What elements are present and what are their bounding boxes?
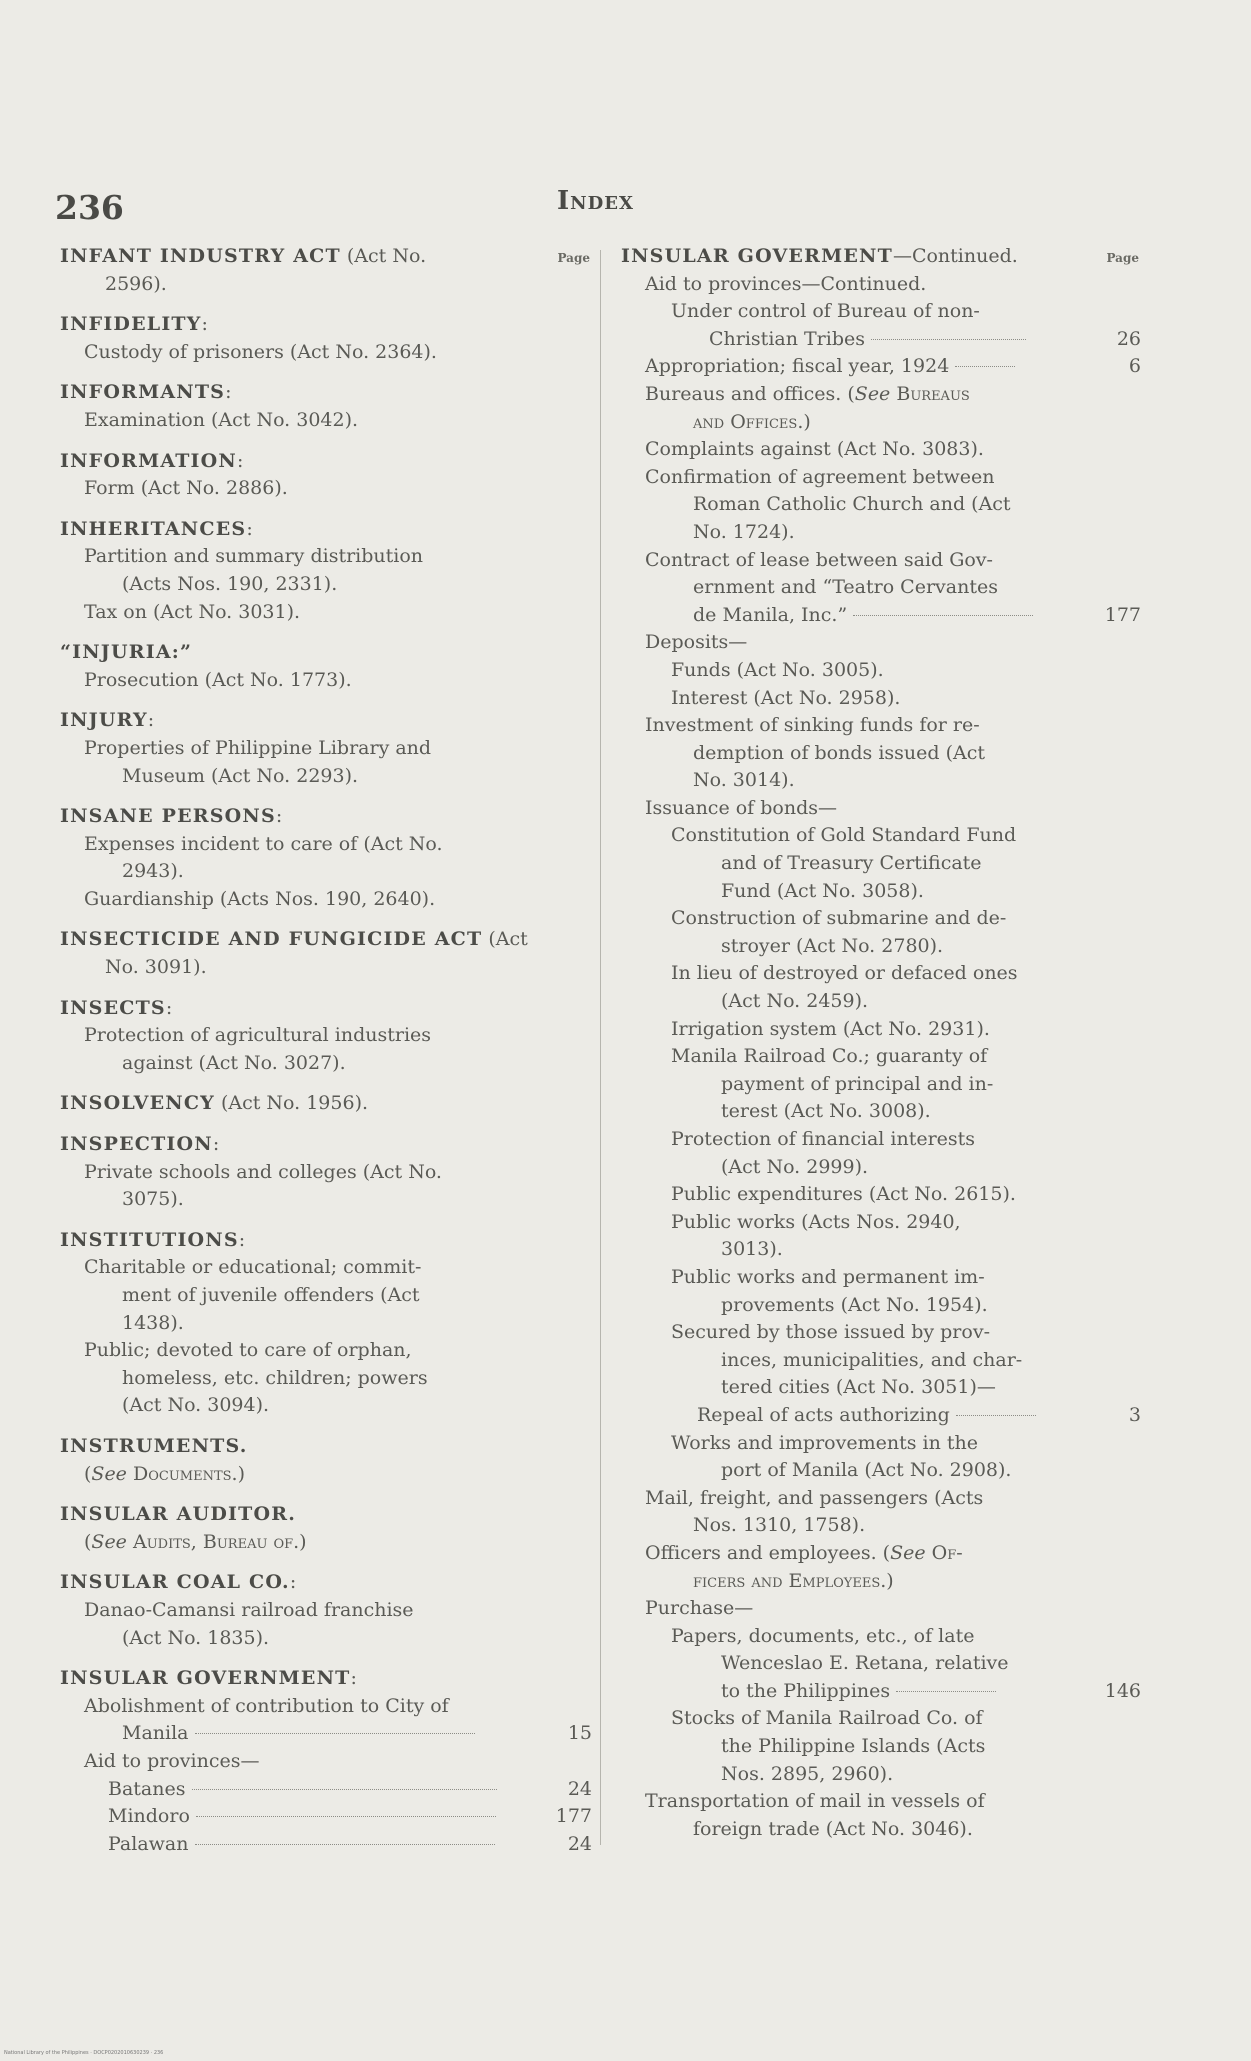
entry-text: No. 3091). — [105, 956, 207, 979]
entry-subline: Abolishment of contribution to City of — [84, 1694, 449, 1717]
entry-subline: Public works and permanent im- — [671, 1265, 985, 1288]
entry-subline: Constitution of Gold Standard Fund — [671, 824, 1017, 847]
entry-subline: (Act No. 3094). — [122, 1394, 270, 1417]
entry-heading-line: INSULAR GOVERMENT—Continued. — [621, 245, 1018, 267]
index-entry — [60, 1433, 592, 1488]
index-entry: INFORMANTS: Examination (Act No. 3042). — [60, 379, 592, 434]
entry-text: 2596). — [105, 272, 167, 295]
entry-subline: against (Act No. 3027). — [122, 1051, 346, 1074]
entry-subline: In lieu of destroyed or defaced ones — [671, 962, 1018, 985]
index-entry — [60, 926, 592, 981]
entry-heading: INSULAR COAL CO. — [60, 1571, 290, 1594]
page-ref: 177 — [1104, 603, 1141, 626]
entry-subline: (Acts Nos. 190, 2331). — [122, 572, 338, 595]
index-entry — [60, 243, 592, 298]
page-label: Page — [1106, 251, 1139, 265]
entry-subline: Examination (Act No. 3042). — [84, 408, 359, 431]
entry-subline: Deposits— — [645, 631, 748, 654]
entry-subline: Aid to provinces—Continued. — [645, 272, 927, 295]
entry-subline: Partition and summary distribution — [84, 545, 424, 568]
entry-subline: stroyer (Act No. 2780). — [721, 934, 944, 957]
entry-subline: Bureaus and offices. (See Bureaus — [645, 382, 970, 405]
entry-heading: INSTITUTIONS — [60, 1228, 239, 1251]
entry-subline: terest (Act No. 3008). — [721, 1100, 931, 1123]
entry-heading: INJURY — [60, 709, 148, 732]
entry-subline: Fund (Act No. 3058). — [721, 879, 924, 902]
entry-subline: the Philippine Islands (Acts — [721, 1735, 986, 1758]
entry-subline: Public expenditures (Act No. 2615). — [671, 1183, 1016, 1206]
entry-subline: Nos. 1310, 1758). — [693, 1514, 866, 1537]
entry-heading: INHERITANCES — [60, 517, 247, 540]
index-entry: INSTITUTIONS: Charitable or educational; commit- ment of juvenile offenders (Act 1438). Public; devoted to care of orphan, homeless, etc. children; powers (Act No. 3094). — [60, 1227, 592, 1420]
entry-subline: Properties of Philippine Library and — [84, 736, 432, 759]
entry-subline: Papers, documents, etc., of late — [671, 1624, 975, 1647]
entry-subline: No. 1724). — [693, 520, 795, 543]
entry-subline: Batanes 24 — [60, 1776, 592, 1804]
entry-heading: INFANT INDUSTRY ACT — [60, 245, 341, 267]
entry-subline: Contract of lease between said Gov- — [645, 548, 993, 571]
page-number: 236 — [55, 188, 124, 227]
column-divider — [600, 250, 601, 1845]
entry-subline: de Manila, Inc.” 177 — [621, 602, 1141, 630]
entry-heading: INFIDELITY — [60, 313, 202, 336]
entry-heading: INSANE PERSONS — [60, 805, 276, 828]
scan-signature: National Library of the Philippines · DOCP0202010630239 · 236 — [4, 2050, 164, 2056]
entry-heading: INSPECTION — [60, 1133, 213, 1156]
entry-subline: Charitable or educational; commit- — [84, 1256, 422, 1279]
page-ref: 26 — [1116, 327, 1141, 350]
entry-text: (Act — [482, 928, 528, 951]
entry-subline: Form (Act No. 2886). — [84, 477, 288, 500]
index-entry: INSULAR GOVERNMENT: Abolishment of contribution to City of Manila 15 Aid to provinces— Batanes 24 Mindoro 177 Palawan 24 — [60, 1665, 592, 1858]
entry-subline: Palawan 24 — [60, 1831, 592, 1859]
entry-heading: INSECTICIDE AND FUNGICIDE ACT — [60, 928, 483, 951]
entry-subline: Complaints against (Act No. 3083). — [645, 438, 984, 461]
entry-subline: payment of principal and in- — [721, 1072, 994, 1095]
entry-subline: 3075). — [122, 1188, 184, 1211]
entry-subline: Repeal of acts authorizing 3 — [621, 1402, 1141, 1430]
entry-subline: (Act No. 2999). — [721, 1155, 869, 1178]
entry-subline: Public works (Acts Nos. 2940, — [671, 1210, 961, 1233]
entry-subline: Issuance of bonds— — [645, 796, 837, 819]
left-column — [60, 243, 592, 1871]
index-entry: INFORMATION: Form (Act No. 2886). — [60, 448, 592, 503]
index-entry: INSPECTION: Private schools and colleges (Act No. 3075). — [60, 1131, 592, 1214]
page-ref: 15 — [567, 1722, 592, 1745]
entry-subline: 1438). — [122, 1311, 184, 1334]
entry-subline: Under control of Bureau of non- — [671, 300, 980, 323]
entry-subline: ment of juvenile offenders (Act — [122, 1284, 420, 1306]
entry-subline: demption of bonds issued (Act — [693, 741, 985, 764]
entry-heading: INFORMANTS — [60, 381, 226, 404]
entry-text: (Act No. — [340, 245, 427, 267]
entry-subline: Danao-Camansi railroad franchise — [84, 1598, 414, 1621]
entry-heading: INSULAR GOVERMENT — [621, 245, 893, 267]
entry-subline: to the Philippines 146 — [621, 1678, 1141, 1706]
entry-heading: INFORMATION — [60, 449, 237, 472]
entry-subline: Works and improvements in the — [671, 1431, 978, 1454]
entry-subline: Investment of sinking funds for re- — [645, 714, 980, 737]
entry-subline: foreign trade (Act No. 3046). — [693, 1817, 973, 1840]
entry-subline: Interest (Act No. 2958). — [671, 686, 901, 709]
entry-subline: Private schools and colleges (Act No. — [84, 1160, 442, 1183]
index-entry: INHERITANCES: Partition and summary distribution (Acts Nos. 190, 2331). Tax on (Act No. 3031). — [60, 516, 592, 626]
entry-subline: Construction of submarine and de- — [671, 907, 1007, 930]
entry-subline: Purchase— — [645, 1597, 754, 1620]
entry-subline: ficers and Employees.) — [693, 1569, 894, 1592]
entry-subline: inces, municipalities, and char- — [721, 1348, 1023, 1371]
entry-subline: (Act No. 2459). — [721, 990, 869, 1013]
page-ref: 6 — [1128, 355, 1141, 378]
entry-subline: Funds (Act No. 3005). — [671, 658, 884, 681]
page-ref: 24 — [567, 1777, 592, 1800]
entry-subline: 2943). — [122, 860, 184, 883]
entry-subline: Museum (Act No. 2293). — [122, 764, 359, 787]
entry-subline: Christian Tribes 26 — [621, 326, 1141, 354]
entry-subline: Mail, freight, and passengers (Acts — [645, 1486, 984, 1509]
entry-subline: port of Manila (Act No. 2908). — [721, 1459, 1012, 1482]
entry-subline: Protection of agricultural industries — [84, 1024, 432, 1047]
entry-subline: tered cities (Act No. 3051)— — [721, 1376, 996, 1399]
entry-subline: Appropriation; fiscal year, 1924 6 — [621, 353, 1141, 381]
entry-subline: Aid to provinces— — [84, 1749, 260, 1772]
entry-subline: Officers and employees. (See Of- — [645, 1541, 963, 1564]
entry-subline: provements (Act No. 1954). — [721, 1293, 988, 1316]
page-ref: 24 — [567, 1832, 592, 1855]
entry-text: (Act No. 1956). — [214, 1092, 369, 1115]
index-entry: INSECTS: Protection of agricultural industries against (Act No. 3027). — [60, 995, 592, 1078]
page-ref: 3 — [1128, 1403, 1141, 1426]
cross-reference: (See Audits, Bureau of.) — [84, 1530, 307, 1553]
entry-subline: Tax on (Act No. 3031). — [84, 600, 301, 623]
entry-subline: Nos. 2895, 2960). — [721, 1762, 894, 1785]
index-entry: INFIDELITY: Custody of prisoners (Act No. 2364). — [60, 311, 592, 366]
index-entry — [60, 639, 592, 694]
index-entry: INJURY: Properties of Philippine Library and Museum (Act No. 2293). — [60, 707, 592, 790]
entry-subline: Secured by those issued by prov- — [671, 1321, 990, 1344]
page-ref: 146 — [1104, 1679, 1141, 1702]
page-label: Page — [557, 251, 590, 265]
entry-heading: INSECTS — [60, 996, 166, 1019]
entry-subline: Roman Catholic Church and (Act — [693, 493, 1011, 516]
right-column — [621, 243, 1141, 1843]
entry-subline: Manila 15 — [60, 1720, 592, 1748]
entry-subline: Custody of prisoners (Act No. 2364). — [84, 340, 437, 363]
entry-subline: Stocks of Manila Railroad Co. of — [671, 1707, 983, 1730]
entry-subline: Public; devoted to care of orphan, — [84, 1339, 412, 1362]
index-entry — [60, 1090, 592, 1118]
entry-subline: No. 3014). — [693, 769, 795, 792]
page-title: Index — [557, 186, 634, 216]
page-ref: 177 — [555, 1805, 592, 1828]
index-entry: INSANE PERSONS: Expenses incident to care of (Act No. 2943). Guardianship (Acts Nos. 190, 2640). — [60, 803, 592, 913]
entry-heading: INSULAR GOVERNMENT — [60, 1667, 351, 1690]
entry-subline: and of Treasury Certificate — [721, 852, 982, 875]
entry-heading: “INJURIA:” — [60, 641, 193, 664]
entry-subline: homeless, etc. children; powers — [122, 1366, 428, 1389]
entry-subline: (Act No. 1835). — [122, 1626, 270, 1649]
entry-subline: 3013). — [721, 1238, 783, 1261]
entry-subline: Wenceslao E. Retana, relative — [721, 1652, 1009, 1675]
entry-heading: INSULAR AUDITOR. — [60, 1503, 297, 1526]
entry-subline: ernment and “Teatro Cervantes — [693, 576, 998, 599]
index-entry: INSULAR COAL CO.: Danao-Camansi railroad franchise (Act No. 1835). — [60, 1569, 592, 1652]
entry-subline: Guardianship (Acts Nos. 190, 2640). — [84, 887, 436, 910]
entry-subline: Transportation of mail in vessels of — [645, 1790, 985, 1813]
entry-subline: and Offices.) — [693, 410, 811, 433]
entry-heading: INSOLVENCY — [60, 1092, 215, 1115]
cross-reference: (See Documents.) — [84, 1462, 245, 1485]
entry-heading: INSTRUMENTS. — [60, 1434, 248, 1457]
entry-subline: Prosecution (Act No. 1773). — [84, 668, 352, 691]
entry-subline: Manila Railroad Co.; guaranty of — [671, 1045, 988, 1068]
entry-subline: Confirmation of agreement between — [645, 465, 995, 488]
entry-subline: Mindoro 177 — [60, 1803, 592, 1831]
entry-subline: Protection of financial interests — [671, 1128, 976, 1150]
index-entry — [60, 1501, 592, 1556]
entry-subline: Expenses incident to care of (Act No. — [84, 832, 443, 855]
entry-subline: Irrigation system (Act No. 2931). — [671, 1017, 990, 1040]
